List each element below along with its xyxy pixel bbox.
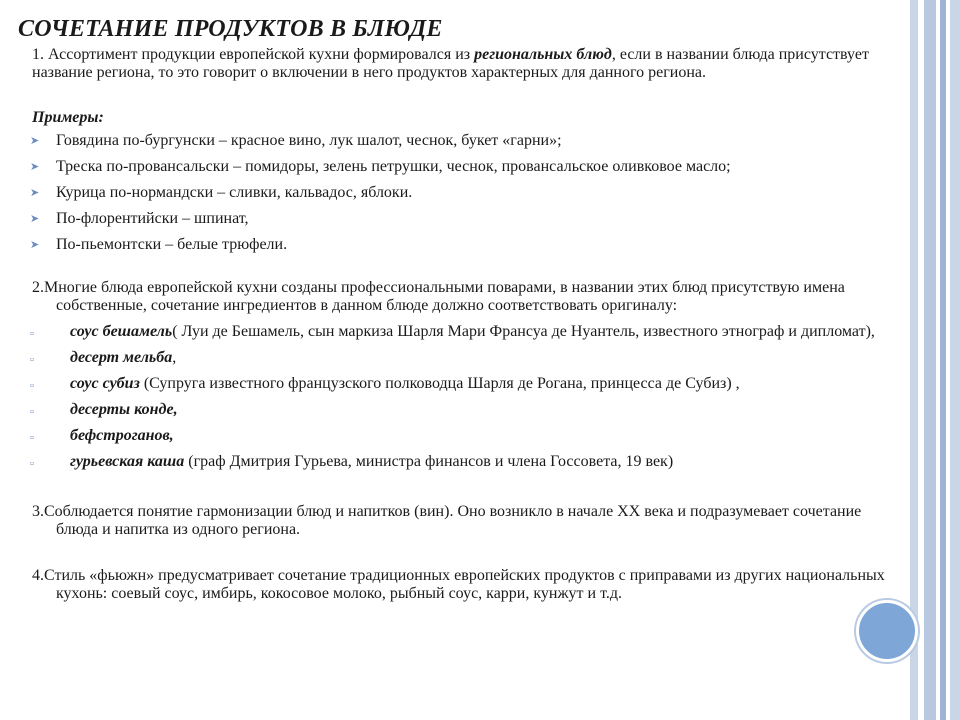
- list-item: [18, 375, 898, 393]
- dish-name: соус субиз: [70, 375, 140, 392]
- arrow-bullet-icon: ➤: [30, 187, 40, 199]
- box-bullet-icon: ▫: [30, 354, 34, 366]
- example-text: Курица по-нормандски – сливки, кальвадос, яблоки.: [56, 184, 413, 201]
- side-bar-2: [924, 0, 936, 720]
- dish-name: соус бешамель: [70, 323, 173, 340]
- box-bullet-icon: ▫: [30, 328, 34, 340]
- arrow-bullet-icon: ➤: [30, 213, 40, 225]
- box-bullet-icon: ▫: [30, 458, 34, 470]
- list-item: [18, 210, 898, 228]
- arrow-bullet-icon: ➤: [30, 135, 40, 147]
- paragraph-1-text-a: 1. Ассортимент продукции европейской кухни формировался из: [32, 46, 475, 63]
- paragraph-4: 4.Стиль «фьюжн» предусматривает сочетание традиционных европейских продуктов с приправами из других национальных кухонь: соевый соус, имбирь, кокосовое молоко, рыбный соус, карри, кунжут и т.д.: [32, 567, 885, 602]
- example-text: Треска по-провансальски – помидоры, зелень петрушки, чеснок, провансальское оливковое масло;: [56, 158, 731, 175]
- list-item: [18, 427, 898, 445]
- paragraph-2: 2.Многие блюда европейской кухни созданы профессиональными поварами, в названии этих блюд присутствую имена собственные, сочетание ингредиентов в данном блюде должно соответствовать оригиналу:: [32, 279, 845, 314]
- paragraph-1-emphasis: региональных блюд: [474, 46, 612, 63]
- examples-label: Примеры:: [32, 109, 104, 126]
- list-item: [18, 236, 898, 254]
- dish-name: десерт мельба: [70, 349, 173, 366]
- dish-name: десерты конде,: [70, 401, 178, 418]
- list-item: [18, 158, 898, 176]
- example-text: По-пьемонтски – белые трюфели.: [56, 236, 288, 253]
- example-text: По-флорентийски – шпинат,: [56, 210, 249, 227]
- dish-name: бефстроганов,: [70, 427, 174, 444]
- slide-content: [18, 14, 898, 603]
- list-item: [18, 184, 898, 202]
- box-bullet-icon: ▫: [30, 406, 34, 418]
- example-text: Говядина по-бургунски – красное вино, лук шалот, чеснок, букет «гарни»;: [56, 132, 562, 149]
- dish-note: (Супруга известного французского полководца Шарля де Рогана, принцесса де Субиз) ,: [139, 375, 740, 392]
- box-bullet-icon: ▫: [30, 380, 34, 392]
- dish-note: ( Луи де Бешамель, сын маркиза Шарля Мари Франсуа де Нуантель, известного этнограф и дипломат),: [172, 323, 875, 340]
- dishes-list: [18, 323, 898, 471]
- list-item: [18, 401, 898, 419]
- paragraph-3: 3.Соблюдается понятие гармонизации блюд и напитков (вин). Оно возникло в начале ХХ века и подразумевает сочетание блюда и напитка из одного региона.: [32, 503, 862, 538]
- paragraph-1-text-b: , если в названии блюда присутствует название региона, то это говорит о включении в него продуктов характерных для данного региона.: [32, 46, 869, 81]
- list-item: [18, 453, 898, 471]
- paragraph-1: [18, 46, 898, 82]
- examples-list: [18, 132, 898, 254]
- list-item: [18, 132, 898, 150]
- list-item: [18, 349, 898, 367]
- decorative-side-bars: [910, 0, 960, 720]
- arrow-bullet-icon: ➤: [30, 239, 40, 251]
- dish-name: гурьевская каша: [70, 453, 185, 470]
- dish-note: ,: [172, 349, 177, 366]
- box-bullet-icon: ▫: [30, 432, 34, 444]
- dish-note: (граф Дмитрия Гурьева, министра финансов и члена Госсовета, 19 век): [184, 453, 674, 470]
- decorative-circle: [856, 600, 918, 662]
- list-item: [18, 323, 898, 341]
- side-bar-4: [950, 0, 960, 720]
- arrow-bullet-icon: ➤: [30, 161, 40, 173]
- slide-title: СОЧЕТАНИЕ ПРОДУКТОВ В БЛЮДЕ: [18, 16, 443, 42]
